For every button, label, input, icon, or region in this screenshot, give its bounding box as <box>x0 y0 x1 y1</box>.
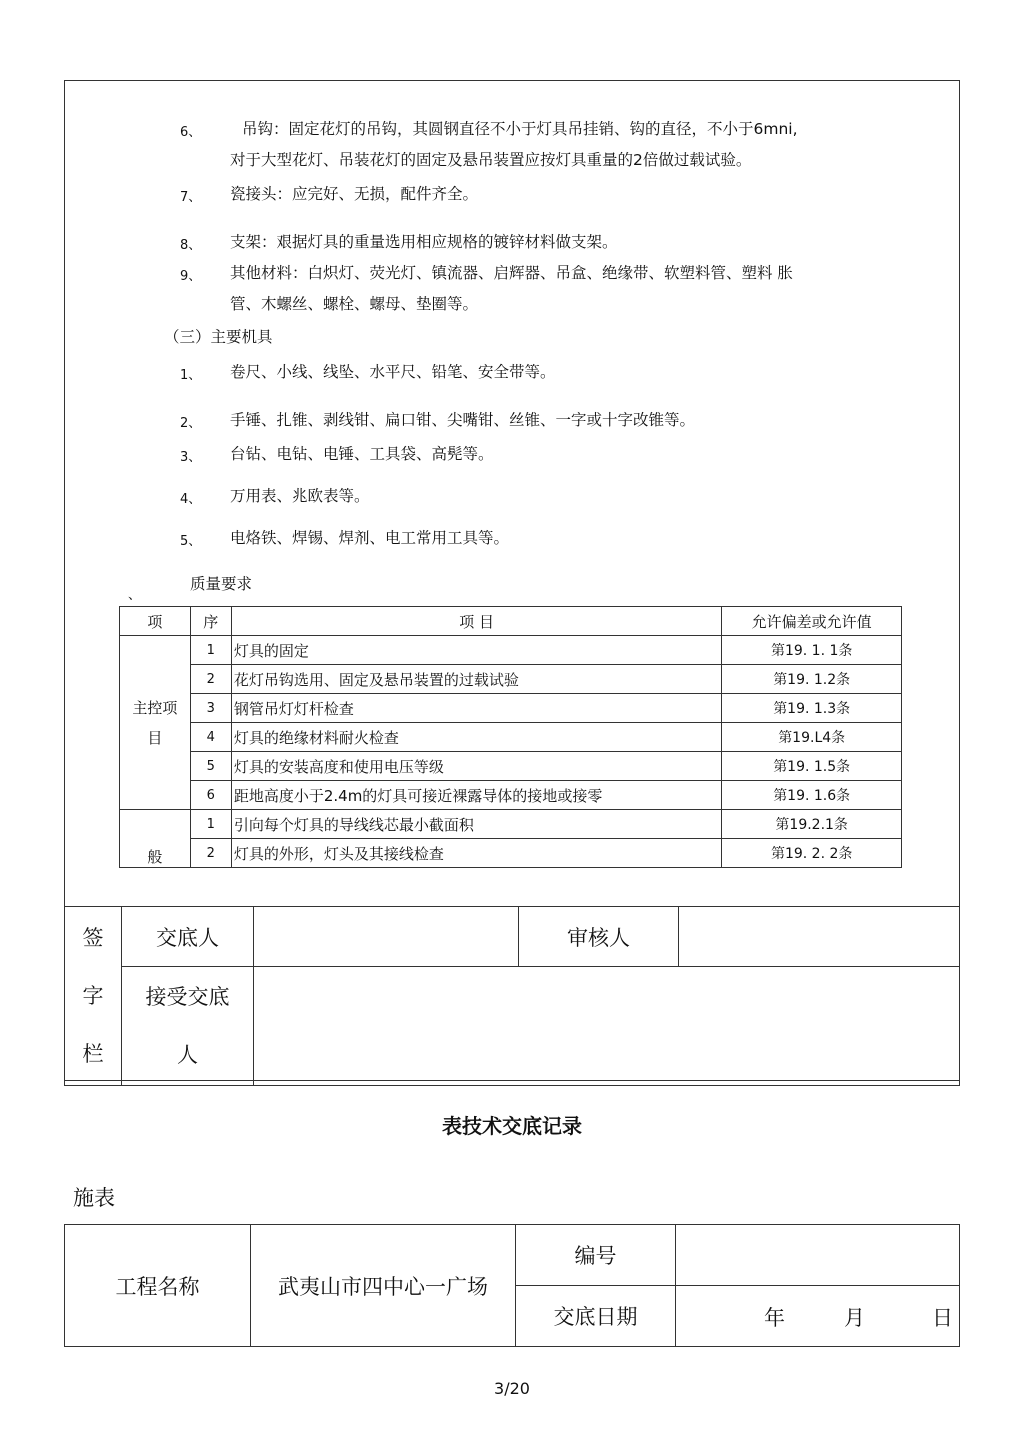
project-info-table <box>64 1224 960 1347</box>
side-label-char: 签 <box>82 926 104 950</box>
row-ref: 第19. 1.5条 <box>722 752 902 781</box>
date-label: 交底日期 <box>516 1286 676 1347</box>
tools-heading: （三）主要机具 <box>164 328 273 346</box>
row-item: 距地高度小于2.4m的灯具可接近裸露导体的接地或接零 <box>231 781 722 810</box>
tool-3-number: 3、 <box>180 450 202 465</box>
quality-mark: 、 <box>128 588 142 603</box>
material-6-number: 6、 <box>180 125 202 140</box>
project-name-value: 武夷山市四中心一广场 <box>251 1225 516 1347</box>
row-ref: 第19.L4条 <box>722 723 902 752</box>
page-number: 3/20 <box>494 1379 530 1398</box>
row-seq: 1 <box>190 810 231 839</box>
row-seq: 3 <box>190 694 231 723</box>
next-form-title: 表技术交底记录 <box>442 1114 582 1138</box>
tool-4-number: 4、 <box>180 492 202 507</box>
material-7-text: 瓷接头：应完好、无损，配件齐全。 <box>230 185 479 203</box>
tool-5-number: 5、 <box>180 534 202 549</box>
form-prefix: 施表 <box>73 1186 115 1210</box>
quality-heading: 质量要求 <box>190 575 253 593</box>
table-row <box>120 665 902 694</box>
header-item: 项 目 <box>231 607 722 636</box>
row-ref: 第19. 1.2条 <box>722 665 902 694</box>
date-field[interactable] <box>676 1286 960 1347</box>
row-item: 钢管吊灯灯杆检查 <box>231 694 722 723</box>
signature-side-label <box>65 907 122 1086</box>
tool-1-number: 1、 <box>180 368 202 383</box>
material-9-line-1: 其他材料：白炽灯、荧光灯、镇流器、启辉器、吊盒、绝缘带、软塑料管、塑料 胀 <box>230 264 793 282</box>
row-item: 灯具的固定 <box>231 636 722 665</box>
row-item: 灯具的外形，灯头及其接线检查 <box>231 839 722 868</box>
table-header-row <box>120 607 902 636</box>
year-label: 年 <box>764 1306 785 1330</box>
number-field[interactable] <box>676 1225 960 1286</box>
table-row <box>120 781 902 810</box>
row-item: 引向每个灯具的导线线芯最小截面积 <box>231 810 722 839</box>
row-ref: 第19.2.1条 <box>722 810 902 839</box>
row-ref: 第19. 1. 1条 <box>722 636 902 665</box>
quality-table <box>119 606 902 868</box>
material-9-line-2: 管、木螺丝、螺栓、螺母、垫圈等。 <box>230 295 479 313</box>
number-label: 编号 <box>516 1225 676 1286</box>
row-seq: 2 <box>190 839 231 868</box>
row-seq: 1 <box>190 636 231 665</box>
row-ref: 第19. 2. 2条 <box>722 839 902 868</box>
material-6-line-1: 吊钩：固定花灯的吊钩，其圆钢直径不小于灯具吊挂销、钩的直径，不小于6mni, <box>242 120 798 138</box>
discloser-field[interactable] <box>254 907 519 967</box>
material-9-number: 9、 <box>180 269 202 284</box>
receiver-field[interactable] <box>254 967 960 1086</box>
receiver-label-line: 接受交底 <box>145 985 230 1009</box>
row-item: 灯具的安装高度和使用电压等级 <box>231 752 722 781</box>
table-row <box>120 636 902 665</box>
row-ref: 第19. 1.6条 <box>722 781 902 810</box>
tool-2-text: 手锤、扎锥、剥线钳、扁口钳、尖嘴钳、丝锥、一字或十字改锥等。 <box>230 411 696 429</box>
table-row <box>120 694 902 723</box>
tool-3-text: 台钻、电钻、电锤、工具袋、高髡等。 <box>230 445 494 463</box>
side-label-char: 栏 <box>82 1042 104 1066</box>
header-ref: 允许偏差或允许值 <box>722 607 902 636</box>
receiver-label-line: 人 <box>177 1043 198 1067</box>
row-item: 花灯吊钩选用、固定及悬吊装置的过载试验 <box>231 665 722 694</box>
discloser-label: 交底人 <box>122 907 254 967</box>
row-seq: 5 <box>190 752 231 781</box>
month-label: 月 <box>844 1306 865 1330</box>
tool-1-text: 卷尺、小线、线坠、水平尺、铅笔、安全带等。 <box>230 363 556 381</box>
day-label: 日 <box>932 1306 953 1330</box>
main-category-cell: 主控项目 <box>120 636 191 810</box>
material-8-text: 支架：艰据灯具的重量选用相应规格的镀锌材料做支架。 <box>230 233 618 251</box>
receiver-label <box>122 967 254 1086</box>
tool-2-number: 2、 <box>180 416 202 431</box>
reviewer-label: 审核人 <box>519 907 679 967</box>
header-category: 项 <box>120 607 191 636</box>
row-seq: 2 <box>190 665 231 694</box>
header-seq: 序 <box>190 607 231 636</box>
material-6-line-2: 对于大型花灯、吊装花灯的固定及悬吊装置应按灯具重量的2倍做过载试验。 <box>230 151 752 169</box>
table-row <box>120 839 902 868</box>
project-name-label: 工程名称 <box>65 1225 251 1347</box>
row-item: 灯具的绝缘材料耐火检查 <box>231 723 722 752</box>
tool-5-text: 电烙铁、焊锡、焊剂、电工常用工具等。 <box>230 529 510 547</box>
row-seq: 6 <box>190 781 231 810</box>
signature-table <box>64 906 960 1086</box>
table-row <box>120 752 902 781</box>
reviewer-field[interactable] <box>679 907 960 967</box>
material-8-number: 8、 <box>180 238 202 253</box>
general-category-cell: 般 <box>120 810 191 868</box>
material-7-number: 7、 <box>180 190 202 205</box>
row-seq: 4 <box>190 723 231 752</box>
table-row <box>120 810 902 839</box>
row-ref: 第19. 1.3条 <box>722 694 902 723</box>
tool-4-text: 万用表、兆欧表等。 <box>230 487 370 505</box>
table-row <box>120 723 902 752</box>
side-label-char: 字 <box>82 984 104 1008</box>
